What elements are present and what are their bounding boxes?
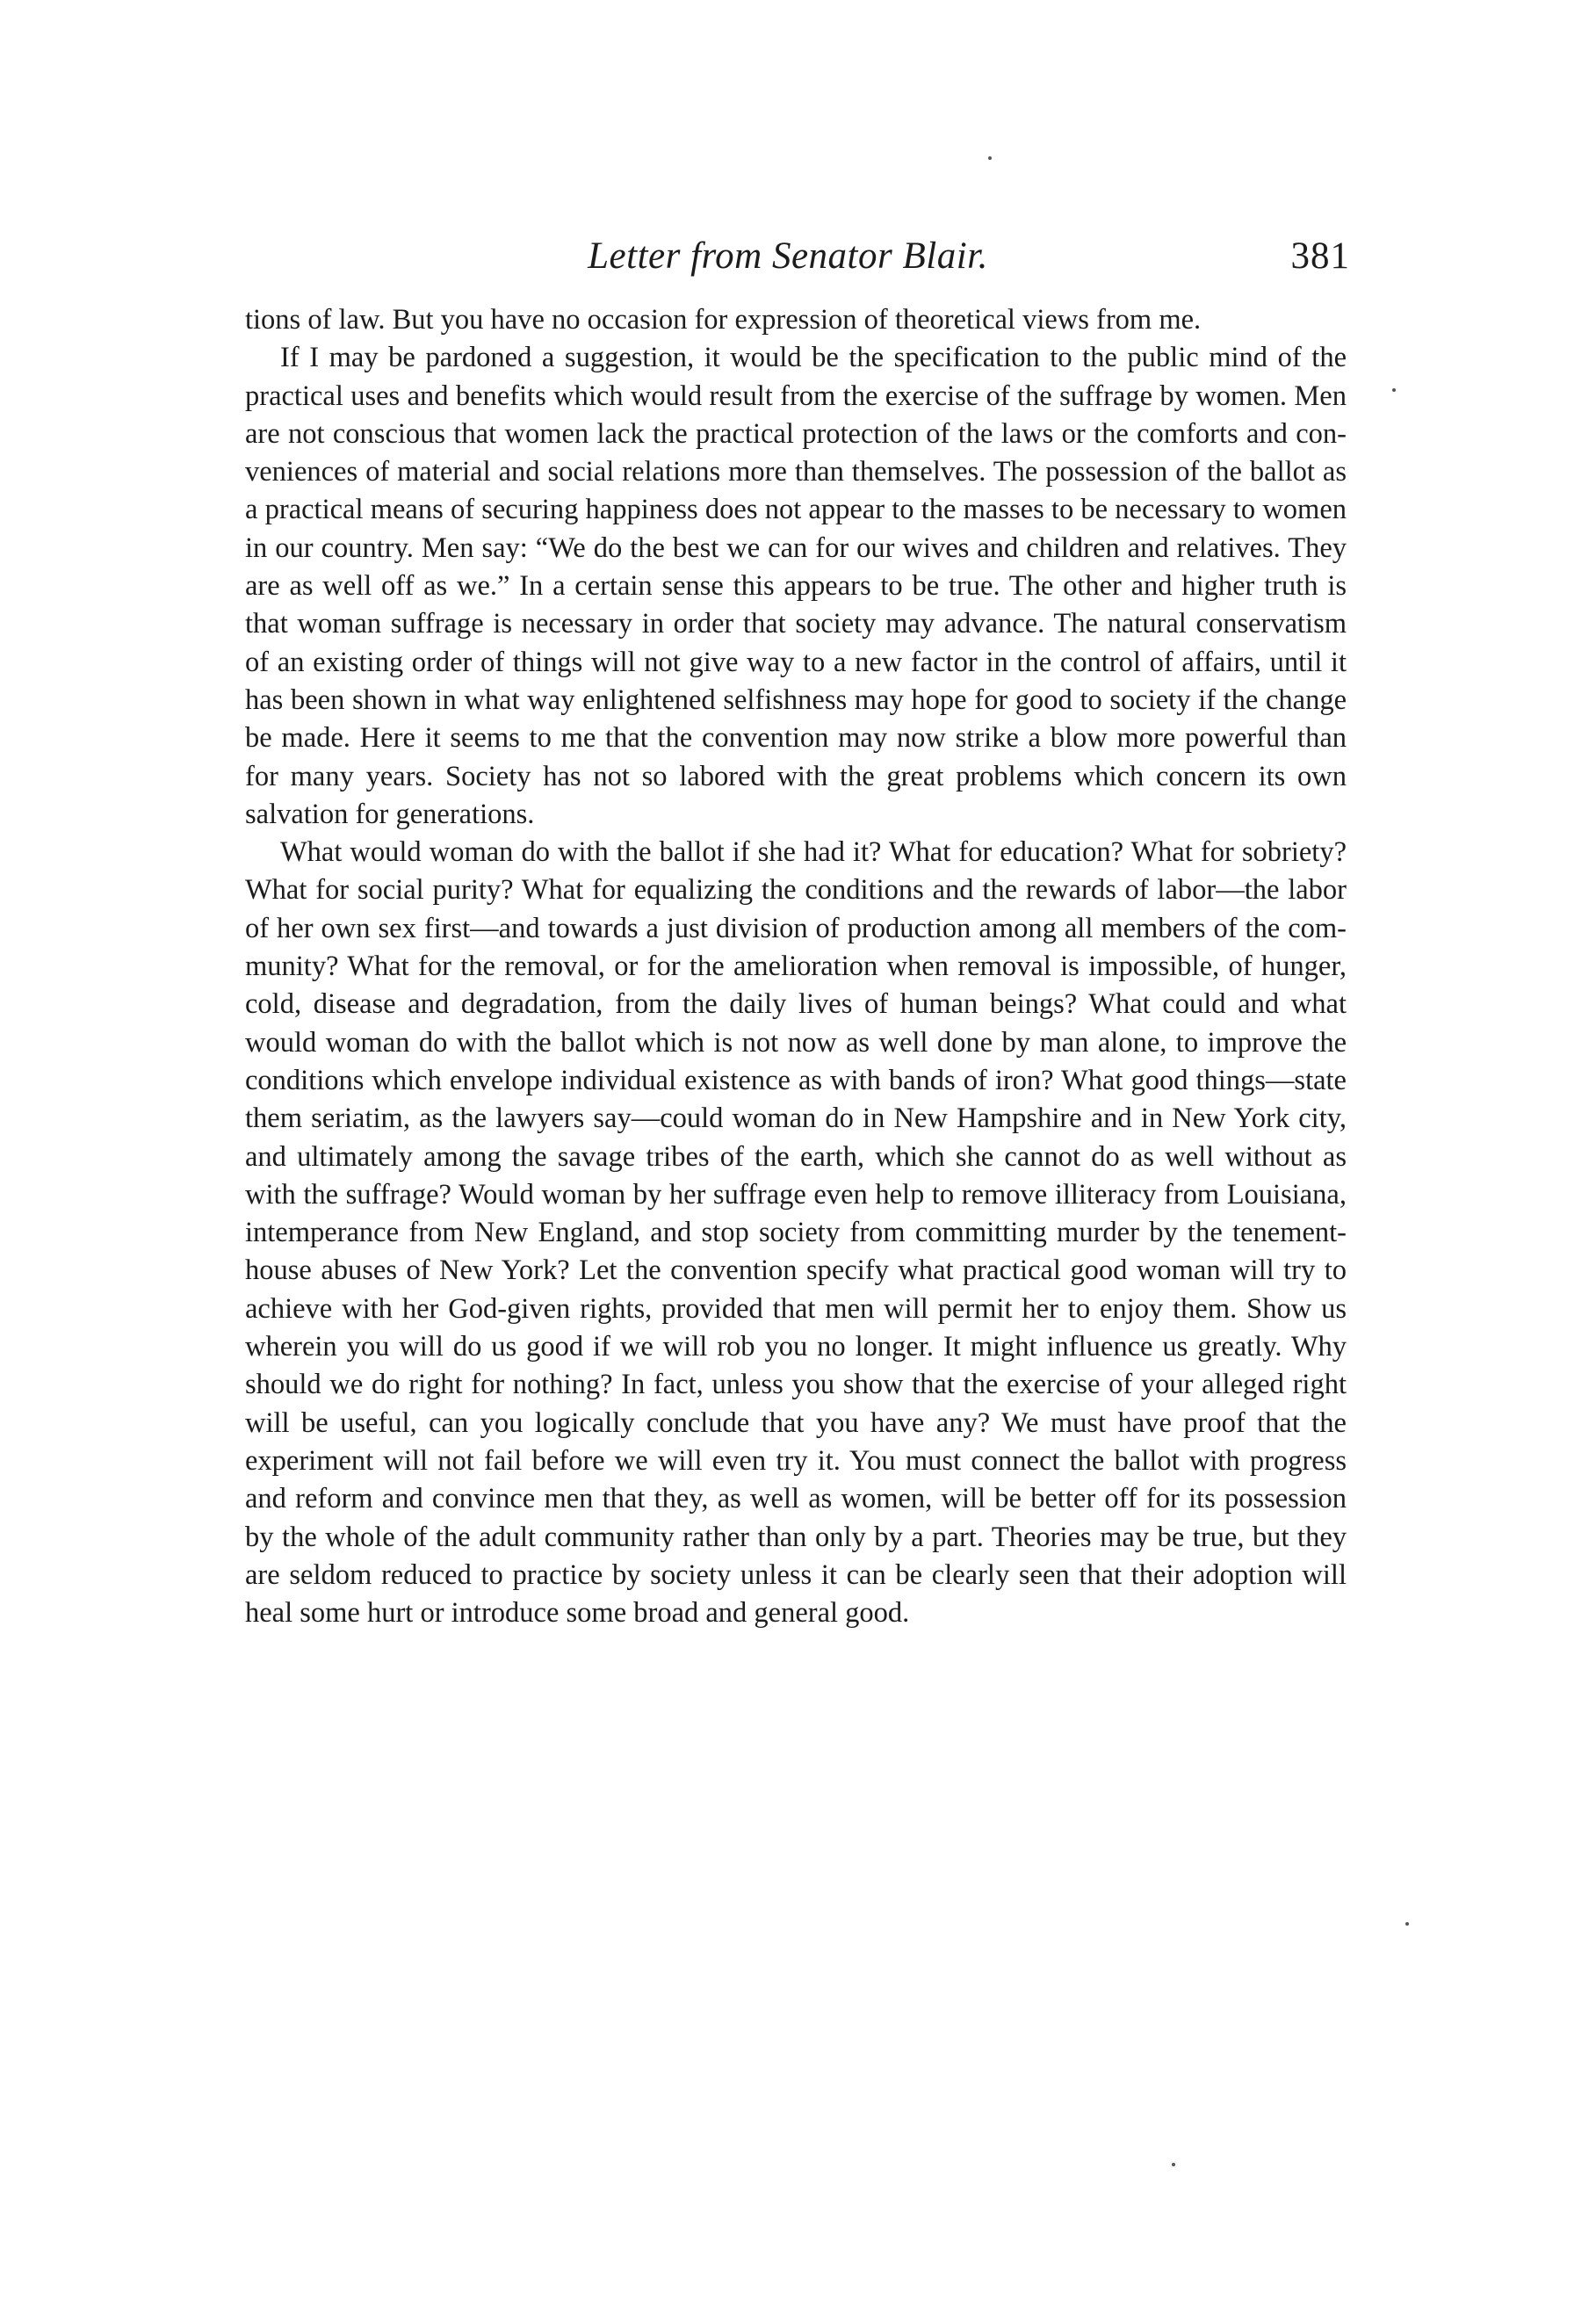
- paragraph-continuation: tions of law. But you have no occasion for expression of theoretical views from me.: [245, 304, 1202, 336]
- text-body: [245, 301, 1347, 1632]
- print-speck: [1392, 388, 1396, 392]
- paragraph-suggestion: If I may be pardoned a suggestion, it would be the specification to the public mind of the practical uses and benefits which would result from the exercise of the suffrage by women. Men are not conscious that women lack the practical protection of the laws or the comforts and conveniences of material and social relations more than themselves. The possession of the ballot as a practical means of securing happiness does not appear to the masses to be necessary to women in our country. Men say: “We do the best we can for our wives and children and relatives. They are as well off as we.” In a certain sense this appears to be true. The other and higher truth is that woman suffrage is necessary in order that society may advance. The natural conservatism of an existing order of things will not give way to a new factor in the control of affairs, until it has been shown in what way enlightened selfishness may hope for good to society if the change be made. Here it seems to me that the convention may now strike a blow more powerful than for many years. Society has not so labored with the great problems which concern its own salvation for generations.: [245, 342, 1347, 830]
- print-speck: [1405, 1922, 1409, 1926]
- print-speck: [988, 156, 992, 160]
- print-speck: [1172, 2163, 1175, 2166]
- running-title: Letter from Senator Blair.: [588, 235, 988, 277]
- paragraph-questions: What would woman do with the ballot if she had it? What for education? What for sobriety? What for social purity? What for equalizing the conditions and the rewards of labor—the labor of her own sex first—and towards a just division of production among all members of the community? What for the removal, or for the amelioration when removal is impossible, of hunger, cold, disease and degradation, from the daily lives of human beings? What could and what would woman do with the ballot which is not now as well done by man alone, to improve the conditions which envelope individual existence as with bands of iron? What good things—state them seriatim, as the lawyers say—could woman do in New Hampshire and in New York city, and ultimately among the savage tribes of the earth, which she cannot do as well without as with the suffrage? Would woman by her suffrage even help to remove illiteracy from Louisiana, intemperance from New England, and stop society from committing murder by the tenement-house abuses of New York? Let the convention specify what practical good woman will try to achieve with her God-given rights, provided that men will permit her to enjoy them. Show us wherein you will do us good if we will rob you no longer. It might influence us greatly. Why should we do right for nothing? In fact, unless you show that the exercise of your alleged right will be useful, can you logically conclude that you have any? We must have proof that the experiment will not fail before we will even try it. You must connect the ballot with progress and reform and convince men that they, as well as women, will be better off for its possession by the whole of the adult community rather than only by a part. Theories may be true, but they are seldom reduced to practice by society unless it can be clearly seen that their adoption will heal some hurt or introduce some broad and general good.: [245, 836, 1347, 1630]
- running-head: [243, 230, 1350, 283]
- page-number: 381: [1290, 235, 1350, 277]
